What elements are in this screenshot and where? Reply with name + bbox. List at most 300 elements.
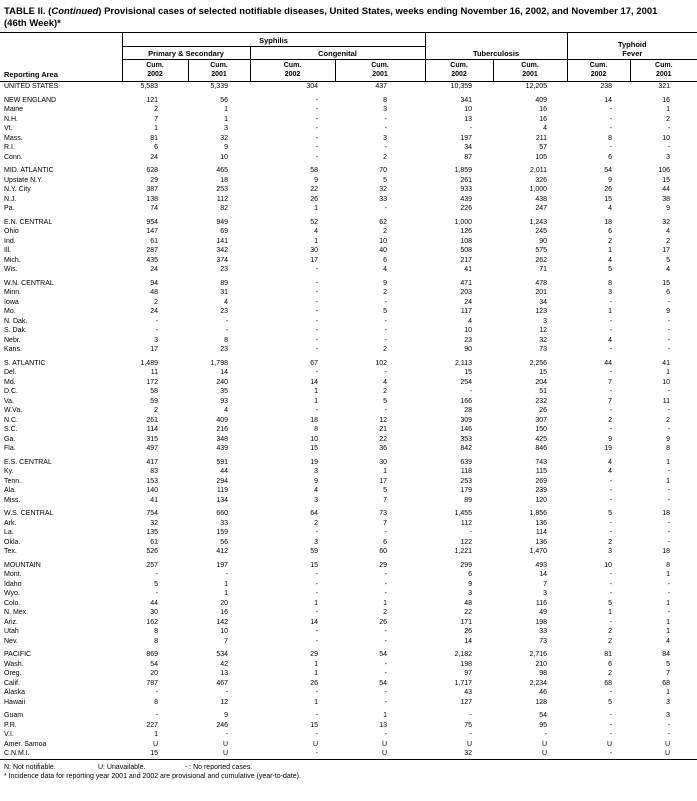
reporting-area-header: Reporting Area (0, 33, 122, 82)
value-cell: U (381, 750, 388, 757)
value-cell: 97 (464, 670, 473, 677)
value-cell: 471 (460, 279, 473, 287)
value-cell: 4 (314, 487, 318, 494)
value-cell: - (384, 731, 388, 738)
value-cell: 172 (146, 378, 158, 386)
table-row (0, 336, 697, 346)
value-cell: 435 (146, 256, 158, 264)
value-cell: 13 (464, 115, 473, 123)
value-cell: 51 (539, 388, 548, 395)
value-cell: - (667, 538, 671, 546)
value-cell: 32 (379, 186, 388, 193)
value-cell: - (384, 369, 388, 376)
value-cell: 64 (310, 510, 318, 517)
value-cell: - (384, 637, 388, 645)
value-cell: 42 (220, 660, 228, 668)
reporting-area-label: D.C. (4, 388, 18, 395)
reporting-area-label: Ill. (4, 247, 11, 254)
reporting-area-label: MID. ATLANTIC (4, 167, 54, 174)
value-cell: U (664, 740, 671, 748)
value-cell: 140 (146, 487, 158, 494)
value-cell: - (609, 115, 613, 123)
table-row (0, 288, 697, 298)
reporting-area-label: N. Dak. (4, 317, 28, 325)
value-cell: 240 (216, 378, 228, 386)
value-cell: - (315, 346, 318, 353)
reporting-area-label: Minn. (4, 289, 22, 296)
value-cell: 2 (383, 153, 388, 161)
value-cell: 18 (604, 218, 613, 226)
reporting-area-label: Va. (4, 397, 14, 405)
value-cell: 23 (220, 346, 228, 353)
value-cell: - (667, 731, 671, 738)
value-cell: 348 (216, 435, 228, 443)
value-cell: 9 (224, 712, 228, 719)
value-cell: 49 (539, 609, 548, 616)
value-cell: 1 (314, 660, 318, 668)
value-cell: 299 (460, 561, 473, 569)
table-row (0, 176, 697, 186)
value-cell: 8 (608, 134, 613, 142)
table-row (0, 650, 697, 660)
value-cell: 374 (216, 256, 228, 264)
value-cell: 48 (150, 289, 158, 296)
reporting-area-label: NEW ENGLAND (4, 96, 57, 104)
reporting-area-label: V.I. (4, 731, 14, 738)
reporting-area-label: W.N. CENTRAL (4, 279, 54, 287)
value-cell: 7 (608, 397, 613, 405)
value-cell: 34 (464, 144, 473, 151)
footnote-symbols (4, 763, 693, 772)
value-cell: 1 (314, 397, 318, 405)
value-cell: 262 (535, 256, 548, 264)
congenital-header: Congenital (250, 47, 425, 60)
value-cell: 23 (220, 266, 228, 273)
table-body (0, 82, 697, 760)
value-cell: 19 (604, 445, 613, 452)
value-cell: 294 (216, 477, 228, 485)
value-cell: 628 (146, 167, 158, 174)
value-cell: 10 (379, 237, 388, 245)
value-cell: - (315, 125, 318, 132)
value-cell: 1,455 (454, 510, 473, 517)
value-cell: 203 (460, 289, 473, 296)
value-cell: - (384, 590, 388, 597)
typhoid-group-header (567, 33, 697, 60)
value-cell: - (315, 96, 318, 104)
value-cell: - (609, 327, 613, 334)
value-cell: 22 (379, 435, 388, 443)
reporting-area-label: Okla. (4, 538, 21, 546)
value-cell: - (609, 487, 613, 494)
value-cell: 16 (539, 106, 548, 113)
value-cell: 17 (662, 247, 671, 254)
value-cell: 46 (539, 689, 548, 696)
value-cell: - (315, 571, 318, 578)
reporting-area-label: R.I. (4, 144, 15, 151)
value-cell: 465 (216, 167, 228, 174)
value-cell: 44 (604, 359, 613, 367)
value-cell: U (606, 740, 613, 748)
value-cell: - (315, 308, 318, 315)
reporting-area-label: Utah (4, 628, 19, 635)
col-header-typhoid-2002: Cum. 2002 (567, 60, 630, 82)
value-cell: - (384, 407, 388, 414)
value-cell: 26 (464, 628, 473, 635)
value-cell: U (541, 740, 548, 748)
table-row (0, 416, 697, 426)
reporting-area-label: PACIFIC (4, 651, 32, 658)
reporting-area-label: Calif. (4, 679, 20, 687)
value-cell: 8 (608, 279, 613, 287)
value-cell: 743 (535, 458, 548, 466)
footnote-dash: - : No reported cases. (184, 763, 253, 771)
value-cell: - (667, 721, 671, 729)
value-cell: 253 (460, 477, 473, 485)
col-header-syphilis-ps-2001: Cum. 2001 (188, 60, 250, 82)
value-cell: 8 (666, 561, 671, 569)
reporting-area-label: Ind. (4, 237, 16, 245)
value-cell: 227 (146, 721, 158, 729)
value-cell: - (609, 529, 613, 536)
value-cell: 14 (539, 571, 548, 578)
value-cell: U (664, 750, 671, 757)
value-cell: 16 (539, 115, 548, 123)
value-cell: - (667, 609, 671, 616)
value-cell: 32 (464, 750, 473, 757)
value-cell: 1 (314, 205, 318, 212)
value-cell: - (609, 496, 613, 504)
table-row (0, 458, 697, 468)
value-cell: 1 (666, 477, 671, 485)
value-cell: 342 (216, 247, 228, 254)
value-cell: 118 (460, 468, 473, 475)
value-cell: - (667, 590, 671, 597)
reporting-area-label: Nebr. (4, 336, 21, 344)
value-cell: 2,234 (529, 679, 548, 687)
value-cell: - (315, 134, 318, 142)
value-cell: 1 (608, 609, 613, 616)
table-row (0, 679, 697, 689)
value-cell: U (466, 740, 473, 748)
reporting-area-label: E.N. CENTRAL (4, 218, 53, 226)
value-cell: 526 (146, 548, 158, 555)
value-cell: 412 (216, 548, 228, 555)
footnote-n: N: Not notifiable. (4, 763, 56, 771)
value-cell: 307 (535, 416, 548, 424)
value-cell: 591 (216, 458, 228, 466)
value-cell: 34 (539, 298, 548, 306)
value-cell: 3 (468, 590, 473, 597)
value-cell: 4 (608, 205, 613, 212)
value-cell: - (315, 712, 318, 719)
value-cell: 261 (460, 176, 473, 184)
value-cell: 126 (460, 228, 473, 235)
value-cell: 13 (379, 721, 388, 729)
value-cell: 30 (150, 609, 158, 616)
value-cell: 2,011 (530, 167, 548, 174)
reporting-area-label: MOUNTAIN (4, 561, 41, 569)
value-cell: 1 (383, 712, 388, 719)
value-cell: 29 (150, 176, 158, 184)
value-cell: - (609, 106, 613, 113)
value-cell: 141 (216, 237, 228, 245)
value-cell: 6 (608, 228, 613, 235)
table-row (0, 547, 697, 557)
value-cell: 257 (146, 561, 158, 569)
value-cell: 3 (224, 125, 228, 132)
reporting-area-label: Maine (4, 106, 24, 113)
table-row (0, 82, 697, 92)
value-cell: 8 (154, 698, 158, 706)
value-cell: 20 (150, 670, 158, 677)
table-row (0, 477, 697, 487)
value-cell: 949 (216, 218, 228, 226)
value-cell: - (609, 590, 613, 597)
value-cell: 954 (146, 218, 158, 226)
value-cell: 3 (314, 538, 318, 546)
value-cell: 2 (608, 538, 613, 546)
table-row (0, 397, 697, 407)
value-cell: 2 (608, 416, 613, 424)
value-cell: - (315, 106, 318, 113)
value-cell: 1 (224, 590, 228, 597)
table-row (0, 153, 697, 163)
value-cell: 216 (216, 426, 228, 433)
reporting-area-label: Pa. (4, 205, 15, 212)
value-cell: 114 (535, 529, 548, 536)
table-row (0, 143, 697, 153)
value-cell: 74 (150, 205, 158, 212)
value-cell: 1 (314, 698, 318, 706)
value-cell: - (384, 689, 388, 696)
value-cell: 4 (608, 336, 613, 344)
value-cell: 14 (464, 637, 473, 645)
value-cell: - (315, 628, 318, 635)
value-cell: - (315, 266, 318, 273)
value-cell: 846 (535, 445, 548, 452)
reporting-area-label: N.C. (4, 416, 18, 424)
table-row (0, 387, 697, 397)
reporting-area-label: Ky. (4, 468, 14, 475)
value-cell: - (384, 298, 388, 306)
value-cell: - (667, 407, 671, 414)
value-cell: 232 (535, 397, 548, 405)
value-cell: - (667, 317, 671, 325)
value-cell: 14 (220, 369, 228, 376)
value-cell: 6 (383, 256, 388, 264)
value-cell: 1,798 (210, 359, 228, 367)
value-cell: 575 (535, 247, 548, 254)
table-row (0, 359, 697, 369)
value-cell: 4 (608, 458, 613, 466)
value-cell: 269 (535, 477, 548, 485)
table-row (0, 711, 697, 721)
value-cell: 128 (535, 698, 548, 706)
value-cell: 9 (468, 580, 473, 588)
value-cell: - (609, 388, 613, 395)
value-cell: 33 (220, 519, 228, 527)
value-cell: 81 (604, 651, 613, 658)
value-cell: 2,716 (529, 651, 548, 658)
value-cell: 31 (220, 289, 228, 296)
value-cell: - (315, 529, 318, 536)
value-cell: - (315, 317, 318, 325)
value-cell: - (609, 750, 613, 757)
value-cell: 48 (464, 599, 473, 607)
value-cell: 5,339 (210, 83, 228, 90)
value-cell: 1,243 (529, 218, 548, 226)
value-cell: - (667, 426, 671, 433)
value-cell: 245 (535, 228, 548, 235)
value-cell: 22 (464, 609, 473, 616)
value-cell: 10 (464, 327, 473, 334)
value-cell: 32 (150, 519, 158, 527)
value-cell: 2,182 (454, 651, 473, 658)
value-cell: 1 (666, 106, 671, 113)
value-cell: 9 (608, 435, 613, 443)
value-cell: 122 (460, 538, 473, 546)
value-cell: 24 (464, 298, 473, 306)
value-cell: 5 (383, 397, 388, 405)
value-cell: - (225, 689, 228, 696)
value-cell: 467 (216, 679, 228, 687)
value-cell: 33 (539, 628, 548, 635)
value-cell: 425 (535, 435, 548, 443)
value-cell: 15 (310, 721, 318, 729)
value-cell: 26 (539, 407, 548, 414)
value-cell: 842 (460, 445, 473, 452)
value-cell: 43 (464, 689, 473, 696)
reporting-area-label: Iowa (4, 298, 19, 306)
value-cell: 17 (310, 256, 318, 264)
value-cell: 112 (216, 195, 228, 203)
value-cell: 7 (224, 637, 228, 645)
value-cell: 1,000 (529, 186, 548, 193)
value-cell: 7 (154, 115, 158, 123)
value-cell: 2 (383, 228, 388, 235)
table-row (0, 688, 697, 698)
value-cell: 73 (539, 346, 548, 353)
value-cell: 1 (383, 468, 388, 475)
value-cell: 12 (220, 698, 228, 706)
value-cell: 16 (662, 96, 671, 104)
value-cell: 121 (146, 96, 158, 104)
value-cell: 89 (464, 496, 473, 504)
value-cell: 353 (460, 435, 473, 443)
tuberculosis-group-header: Tuberculosis (425, 33, 567, 60)
value-cell: 7 (543, 580, 548, 588)
value-cell: 2 (608, 637, 613, 645)
table-row (0, 246, 697, 256)
value-cell: - (667, 519, 671, 527)
value-cell: 15 (464, 369, 473, 376)
value-cell: 44 (662, 186, 671, 193)
table-row (0, 317, 697, 327)
value-cell: 73 (379, 510, 388, 517)
value-cell: 15 (310, 445, 318, 452)
value-cell: 41 (464, 266, 473, 273)
value-cell: 7 (383, 496, 388, 504)
table-row (0, 425, 697, 435)
value-cell: 217 (460, 256, 473, 264)
reporting-area-label: Alaska (4, 689, 26, 696)
value-cell: 14 (604, 96, 613, 104)
table-row (0, 279, 697, 289)
value-cell: 146 (460, 426, 473, 433)
table-row (0, 496, 697, 506)
value-cell: 60 (379, 548, 388, 555)
value-cell: - (155, 317, 158, 325)
value-cell: 10 (464, 106, 473, 113)
reporting-area-label: Wis. (4, 266, 18, 273)
value-cell: - (384, 628, 388, 635)
value-cell: 754 (146, 510, 158, 517)
value-cell: 2 (666, 237, 671, 245)
value-cell: U (312, 740, 318, 748)
reporting-area-label: Upstate N.Y. (4, 176, 43, 184)
value-cell: 9 (666, 308, 671, 315)
value-cell: 114 (146, 426, 158, 433)
reporting-area-label: Guam (4, 712, 24, 719)
value-cell: - (609, 519, 613, 527)
value-cell: - (667, 125, 671, 132)
value-cell: U (381, 740, 388, 748)
value-cell: 52 (310, 218, 318, 226)
reporting-area-label: N.J. (4, 195, 17, 203)
value-cell: - (667, 487, 671, 494)
table-row (0, 637, 697, 647)
value-cell: 15 (150, 750, 158, 757)
value-cell: 54 (379, 651, 388, 658)
table-row (0, 326, 697, 336)
table-row (0, 519, 697, 529)
value-cell: 87 (464, 153, 473, 161)
value-cell: 787 (146, 679, 158, 687)
table-row (0, 368, 697, 378)
value-cell: - (315, 115, 318, 123)
value-cell: - (384, 205, 388, 212)
notifiable-diseases-table (0, 32, 697, 760)
reporting-area-label: Fla. (4, 445, 16, 452)
reporting-area-label: Ark. (4, 519, 17, 527)
reporting-area-label: C.N.M.I. (4, 750, 30, 757)
table-row (0, 218, 697, 228)
value-cell: 198 (460, 660, 473, 668)
value-cell: 2 (383, 289, 388, 296)
value-cell: - (469, 529, 473, 536)
table-row (0, 307, 697, 317)
value-cell: 437 (375, 83, 388, 90)
value-cell: - (609, 144, 613, 151)
value-cell: 4 (383, 378, 388, 386)
value-cell: 12 (379, 416, 388, 424)
value-cell: 1,717 (454, 679, 473, 687)
value-cell: 5 (666, 660, 671, 668)
value-cell: 3 (543, 317, 548, 325)
value-cell: 254 (460, 378, 473, 386)
reporting-area-label: Ariz. (4, 618, 18, 626)
value-cell: 116 (535, 599, 548, 607)
value-cell: 68 (662, 679, 671, 687)
value-cell: 59 (310, 548, 318, 555)
value-cell: 105 (535, 153, 548, 161)
value-cell: - (609, 369, 613, 376)
value-cell: 67 (310, 359, 318, 367)
value-cell: - (667, 346, 671, 353)
value-cell: 2 (666, 115, 671, 123)
table-row (0, 166, 697, 176)
